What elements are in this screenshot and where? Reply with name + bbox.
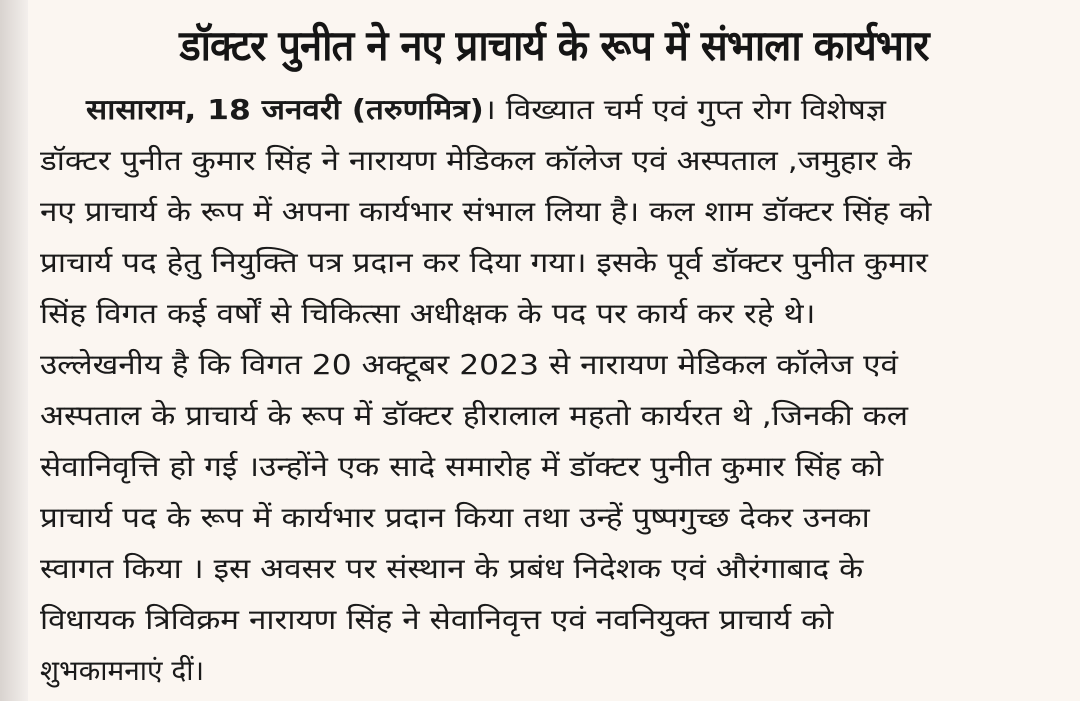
article-line	[40, 594, 1075, 645]
article-line-text: विधायक त्रिविक्रम नारायण सिंह ने सेवानिवृत्त एवं नवनियुक्त प्राचार्य को	[40, 603, 834, 636]
headline: डॉक्टर पुनीत ने नए प्राचार्य के रूप में संभाला कार्यभार	[179, 21, 929, 70]
article-line-text: उल्लेखनीय है कि विगत 20 अक्टूबर 2023 से नारायण मेडिकल कॉलेज एवं	[40, 348, 898, 381]
article-body	[40, 84, 1075, 696]
article-line	[40, 288, 1075, 339]
article-line	[40, 543, 1075, 594]
article-line-text: अस्पताल के प्राचार्य के रूप में डॉक्टर हीरालाल महतो कार्यरत थे ,जिनकी कल	[40, 399, 908, 432]
article-line-text: डॉक्टर पुनीत कुमार सिंह ने नारायण मेडिकल कॉलेज एवं अस्पताल ,जमुहार के	[40, 144, 912, 177]
newspaper-clipping	[28, 0, 1080, 701]
article-line-text: स्वागत किया । इस अवसर पर संस्थान के प्रबंध निदेशक एवं औरंगाबाद के	[40, 552, 864, 585]
article-line	[40, 441, 1075, 492]
article-line-text: सिंह विगत कई वर्षों से चिकित्सा अधीक्षक के पद पर कार्य कर रहे थे।	[40, 297, 816, 330]
article-line	[40, 339, 1075, 390]
article-line	[40, 645, 1075, 696]
article-line	[40, 135, 1075, 186]
article-line-text: प्राचार्य पद हेतु नियुक्ति पत्र प्रदान कर दिया गया। इसके पूर्व डॉक्टर पुनीत कुमार	[40, 246, 928, 279]
article-line-text: । विख्यात चर्म एवं गुप्त रोग विशेषज्ञ	[483, 93, 887, 126]
article-line	[40, 237, 1075, 288]
dateline: सासाराम, 18 जनवरी (तरुणमित्र)	[86, 93, 484, 126]
article-line	[40, 390, 1075, 441]
page-edge-shadow	[0, 0, 28, 701]
article-line-text: शुभकामनाएं दीं।	[40, 654, 205, 687]
article-line-text: प्राचार्य पद के रूप में कार्यभार प्रदान किया तथा उन्हें पुष्पगुच्छ देकर उनका	[40, 501, 870, 534]
article-line	[40, 492, 1075, 543]
article-line	[40, 186, 1075, 237]
article-line-text: सेवानिवृत्ति हो गई ।उन्होंने एक सादे समारोह में डॉक्टर पुनीत कुमार सिंह को	[40, 450, 884, 483]
article-line-text: नए प्राचार्य के रूप में अपना कार्यभार संभाल लिया है। कल शाम डॉक्टर सिंह को	[40, 195, 932, 228]
article-line	[40, 84, 1075, 135]
